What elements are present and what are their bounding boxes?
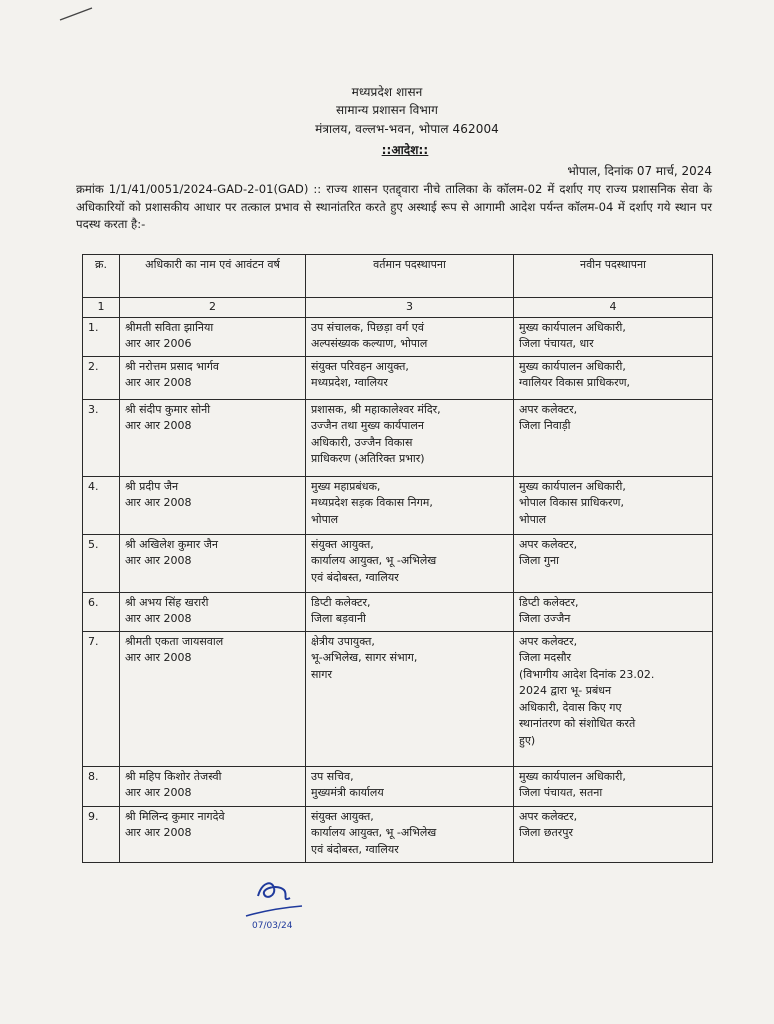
column-number: 2 xyxy=(120,298,306,318)
current-posting-cell xyxy=(306,534,514,592)
cell-line: आर आर 2008 xyxy=(125,612,192,625)
new-posting-cell xyxy=(514,766,713,806)
order-text: क्रमांक 1/1/41/0051/2024-GAD-2-01(GAD) :: राज्य शासन एतद्द्वारा नीचे तालिका के कॉलम-02 में दर्शाए गए राज्य प्रशासनिक सेवा के अधिकारियों को प्रशासकीय आधार पर तत्काल प्रभाव से स्थानांतरित करते हुए अस्थाई रूप से आगामी आदेश पर्यन्त कॉलम-04 में दर्शाए गये स्थान पर पदस्थ करता है:- xyxy=(76,182,712,231)
column-number: 4 xyxy=(514,298,713,318)
row-serial: 3. xyxy=(83,399,120,476)
table-row xyxy=(83,766,713,806)
cell-line: अपर कलेक्टर, xyxy=(519,537,578,551)
row-serial: 8. xyxy=(83,766,120,806)
cell-line: एवं बंदोबस्त, ग्वालियर xyxy=(311,842,399,856)
current-posting-cell xyxy=(306,476,514,534)
office-address: मंत्रालय, वल्लभ-भवन, भोपाल 462004 xyxy=(315,122,499,136)
table-row xyxy=(83,317,713,356)
current-posting-cell xyxy=(306,317,514,356)
table-row xyxy=(83,631,713,766)
current-posting-cell xyxy=(306,631,514,766)
pen-stroke-mark xyxy=(58,6,94,22)
cell-line: आर आर 2008 xyxy=(125,554,192,567)
cell-line: मुख्य कार्यपालन अधिकारी, xyxy=(519,359,626,373)
transfer-table xyxy=(82,254,713,863)
cell-line: (विभागीय आदेश दिनांक 23.02. xyxy=(519,667,655,681)
cell-line: जिला पंचायत, सतना xyxy=(519,786,603,799)
cell-line: श्री अभय सिंह खरारी xyxy=(125,595,209,609)
officer-name-cell xyxy=(120,631,306,766)
header-officer-name: अधिकारी का नाम एवं आवंटन वर्ष xyxy=(120,255,306,298)
current-posting-cell xyxy=(306,356,514,399)
cell-line: कार्यालय आयुक्त, भू -अभिलेख xyxy=(311,826,437,839)
table-row xyxy=(83,592,713,631)
officer-name-cell xyxy=(120,534,306,592)
cell-line: उज्जैन तथा मुख्य कार्यपालन xyxy=(311,419,424,432)
cell-line: आर आर 2008 xyxy=(125,419,192,432)
cell-line: भोपाल xyxy=(519,512,547,526)
new-posting-cell xyxy=(514,476,713,534)
table-row xyxy=(83,356,713,399)
current-posting-cell xyxy=(306,592,514,631)
cell-line: अधिकारी, देवास किए गए xyxy=(519,700,622,714)
row-serial: 1. xyxy=(83,317,120,356)
cell-line: मुख्य कार्यपालन अधिकारी, xyxy=(519,479,626,493)
cell-line: आर आर 2008 xyxy=(125,496,192,509)
cell-line: संयुक्त परिवहन आयुक्त, xyxy=(311,359,409,373)
cell-line: डिप्टी कलेक्टर, xyxy=(519,595,579,609)
cell-line: जिला बड़वानी xyxy=(311,612,366,625)
header-new-posting: नवीन पदस्थापना xyxy=(514,255,713,298)
cell-line: अल्पसंख्यक कल्याण, भोपाल xyxy=(311,337,428,350)
cell-line: स्थानांतरण को संशोधित करते xyxy=(519,717,636,730)
cell-line: डिप्टी कलेक्टर, xyxy=(311,595,371,609)
cell-line: 2024 द्वारा भू- प्रबंधन xyxy=(519,684,612,697)
current-posting-cell xyxy=(306,766,514,806)
cell-line: उप सचिव, xyxy=(311,769,354,783)
cell-line: अपर कलेक्टर, xyxy=(519,809,578,823)
new-posting-cell xyxy=(514,399,713,476)
cell-line: क्षेत्रीय उपायुक्त, xyxy=(311,634,375,648)
cell-line: भोपाल विकास प्राधिकरण, xyxy=(519,496,624,509)
table-row xyxy=(83,534,713,592)
table-header-row xyxy=(83,255,713,298)
new-posting-cell xyxy=(514,806,713,862)
cell-line: आर आर 2008 xyxy=(125,651,192,664)
order-date: भोपाल, दिनांक 07 मार्च, 2024 xyxy=(567,164,712,178)
govt-name: मध्यप्रदेश शासन xyxy=(351,85,423,99)
cell-line: श्री प्रदीप जैन xyxy=(125,479,179,493)
table-row xyxy=(83,476,713,534)
order-title: ::आदेश:: xyxy=(381,143,429,157)
row-serial: 2. xyxy=(83,356,120,399)
cell-line: मध्यप्रदेश, ग्वालियर xyxy=(311,376,388,389)
cell-line: श्री मिलिन्द कुमार नागदेवे xyxy=(125,809,225,823)
cell-line: श्री नरोत्तम प्रसाद भार्गव xyxy=(125,359,220,373)
cell-line: संयुक्त आयुक्त, xyxy=(311,809,374,823)
signature-date: 07/03/24 xyxy=(252,921,293,931)
officer-name-cell xyxy=(120,592,306,631)
cell-line: आर आर 2008 xyxy=(125,376,192,389)
officer-signature xyxy=(238,872,308,934)
header-current-posting: वर्तमान पदस्थापना xyxy=(306,255,514,298)
cell-line: प्रशासक, श्री महाकालेश्वर मंदिर, xyxy=(311,402,441,416)
cell-line: आर आर 2008 xyxy=(125,786,192,799)
cell-line: जिला गुना xyxy=(519,554,559,567)
cell-line: आर आर 2006 xyxy=(125,337,192,350)
new-posting-cell xyxy=(514,631,713,766)
row-serial: 7. xyxy=(83,631,120,766)
department-name: सामान्य प्रशासन विभाग xyxy=(336,103,438,117)
current-posting-cell xyxy=(306,399,514,476)
new-posting-cell xyxy=(514,592,713,631)
cell-line: अपर कलेक्टर, xyxy=(519,634,578,648)
cell-line: आर आर 2008 xyxy=(125,826,192,839)
cell-line: जिला निवाड़ी xyxy=(519,419,571,432)
new-posting-cell xyxy=(514,534,713,592)
cell-line: श्री अखिलेश कुमार जैन xyxy=(125,537,218,551)
cell-line: मुख्य कार्यपालन अधिकारी, xyxy=(519,320,626,334)
officer-name-cell xyxy=(120,356,306,399)
cell-line: हुए) xyxy=(519,733,536,747)
cell-line: संयुक्त आयुक्त, xyxy=(311,537,374,551)
cell-line: प्राधिकरण (अतिरिक्त प्रभार) xyxy=(311,452,425,465)
officer-name-cell xyxy=(120,476,306,534)
officer-name-cell xyxy=(120,399,306,476)
cell-line: श्री महिप किशोर तेजस्वी xyxy=(125,769,222,783)
officer-name-cell xyxy=(120,766,306,806)
cell-line: मुख्य कार्यपालन अधिकारी, xyxy=(519,769,626,783)
row-serial: 6. xyxy=(83,592,120,631)
officer-name-cell xyxy=(120,806,306,862)
cell-line: भोपाल xyxy=(311,512,339,526)
cell-line: अपर कलेक्टर, xyxy=(519,402,578,416)
row-serial: 4. xyxy=(83,476,120,534)
column-number: 1 xyxy=(83,298,120,318)
cell-line: जिला पंचायत, धार xyxy=(519,337,594,350)
cell-line: मुख्यमंत्री कार्यालय xyxy=(311,786,384,799)
cell-line: मुख्य महाप्रबंधक, xyxy=(311,479,381,493)
officer-name-cell xyxy=(120,317,306,356)
row-serial: 5. xyxy=(83,534,120,592)
table-row xyxy=(83,806,713,862)
cell-line: अधिकारी, उज्जैन विकास xyxy=(311,435,413,449)
cell-line: जिला मदसौर xyxy=(519,651,572,664)
new-posting-cell xyxy=(514,356,713,399)
cell-line: एवं बंदोबस्त, ग्वालियर xyxy=(311,570,399,584)
cell-line: मध्यप्रदेश सड़क विकास निगम, xyxy=(311,496,433,509)
row-serial: 9. xyxy=(83,806,120,862)
column-number-row xyxy=(83,298,713,318)
cell-line: श्री संदीप कुमार सोनी xyxy=(125,402,211,416)
cell-line: उप संचालक, पिछड़ा वर्ग एवं xyxy=(311,320,424,334)
cell-line: श्रीमती सविता झानिया xyxy=(125,320,214,334)
current-posting-cell xyxy=(306,806,514,862)
cell-line: भू-अभिलेख, सागर संभाग, xyxy=(311,651,418,664)
cell-line: कार्यालय आयुक्त, भू -अभिलेख xyxy=(311,554,437,567)
cell-line: जिला उज्जैन xyxy=(519,612,571,625)
cell-line: सागर xyxy=(311,667,332,681)
cell-line: श्रीमती एकता जायसवाल xyxy=(125,634,224,648)
cell-line: ग्वालियर विकास प्राधिकरण, xyxy=(519,376,631,389)
new-posting-cell xyxy=(514,317,713,356)
header-serial: क्र. xyxy=(83,255,120,298)
table-row xyxy=(83,399,713,476)
cell-line: जिला छतरपुर xyxy=(519,826,574,839)
column-number: 3 xyxy=(306,298,514,318)
